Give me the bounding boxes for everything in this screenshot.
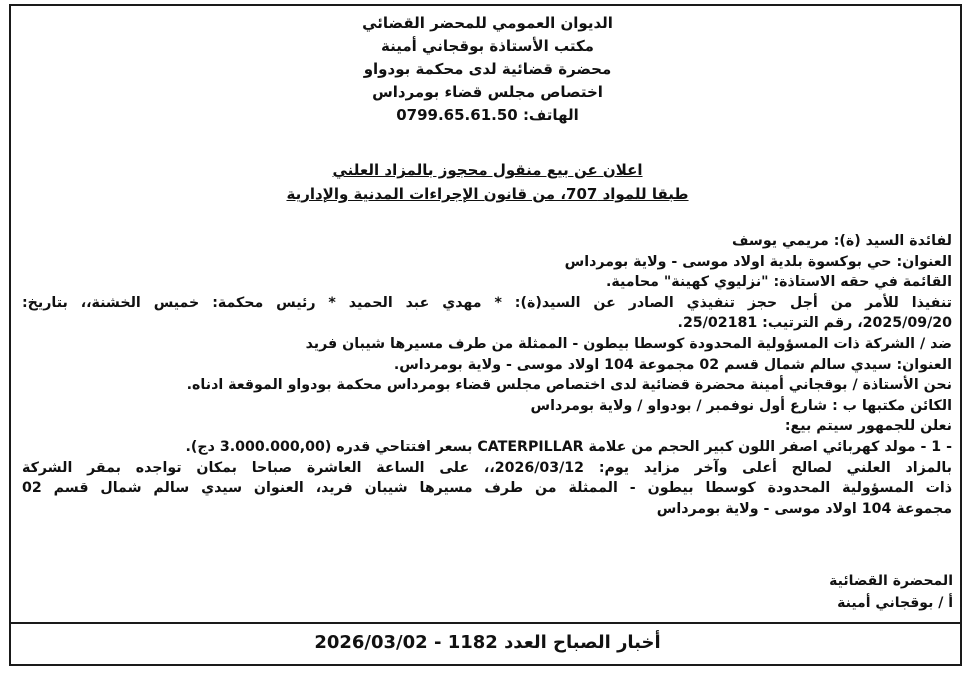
header-phone-label: الهاتف: [522,106,579,124]
order-date-line: 2025/09/20، رقم الترتيب: 25/02181. [677,315,952,332]
header-phone-line [0,104,975,127]
against-address-line: العنوان: سيدي سالم شمال قسم 02 مجموعة 104 اولاد موسى - ولاية بومرداس. [393,356,952,373]
footer-divider [9,622,962,624]
signature-block [829,570,953,614]
notice-body [22,231,952,519]
auction-line-1: بالمزاد العلني لصالح أعلى وآخر مزايد يوم: 2026/03/12،، على الساعة العاشرة صباحا بمكان تواجده بمقر الشركة [22,459,952,476]
announcement-line: نعلن للجمهور سيتم بيع: [784,418,952,435]
beneficiary-address-line: العنوان: حي بوكسوة بلدية اولاد موسى - ولاية بومرداس [564,253,952,270]
office-address-line: الكائن مكتبها ب : شارع أول نوفمبر / بودواو / ولاية بومرداس [530,397,952,414]
signature-name: أ / بوقجاني أمينة [837,595,953,611]
auction-line-2: ذات المسؤولية المحدودة كوسطا بيطون - الممثلة من طرف مسيرها شيبان فريد، العنوان سيدي سالم شمال قسم 02 [22,480,952,497]
newspaper-date: 2026/03/02 [314,632,428,653]
header-line-2: مكتب الأستاذة بوقجاني أمينة [381,37,594,55]
against-line: ضد / الشركة ذات المسؤولية المحدودة كوسطا بيطون - الممثلة من طرف مسيرها شيبان فريد [305,335,952,352]
header-line-3: محضرة قضائية لدى محكمة بودواو [363,60,612,78]
beneficiary-line: لفائدة السيد (ة): مريمي يوسف [731,233,952,249]
newspaper-footer [0,628,975,658]
signature-role: المحضرة القضائية [829,573,953,589]
auction-line-3: مجموعة 104 اولاد موسى - ولاية بومرداس [656,500,952,517]
office-header [0,12,975,127]
title-line-2: طبقا للمواد 707، من قانون الإجراءات المدنية والإدارية [286,185,689,203]
title-line-1: اعلان عن بيع منقول محجوز بالمزاد العلني [332,161,643,179]
notice-title [0,158,975,206]
bailiff-line: نحن الأستاذة / بوقجاني أمينة محضرة قضائية لدى اختصاص مجلس قضاء بومرداس محكمة بودواو الموقعة ادناه. [186,377,952,394]
header-phone-number: 0799.65.61.50 [396,106,518,124]
header-line-1: الديوان العمومي للمحضر القضائي [362,14,613,32]
item-line: - 1 - مولد كهربائي اصفر اللون كبير الحجم من علامة CATERPILLAR بسعر افتتاحي قدره (3.000.000,00 دج). [185,438,952,455]
header-line-4: اختصاص مجلس قضاء بومرداس [372,83,603,101]
newspaper-issue: أخبار الصباح العدد 1182 - [433,632,661,653]
lawyer-line: القائمة في حقه الاستاذة: "نزليوي كهينة" محامية. [606,274,952,291]
order-line: تنفيذا للأمر من أجل حجز تنفيذي الصادر عن السيد(ة): * مهدي عبد الحميد * رئيس محكمة: خميس الخشنة،، بتاريخ: [22,294,952,311]
